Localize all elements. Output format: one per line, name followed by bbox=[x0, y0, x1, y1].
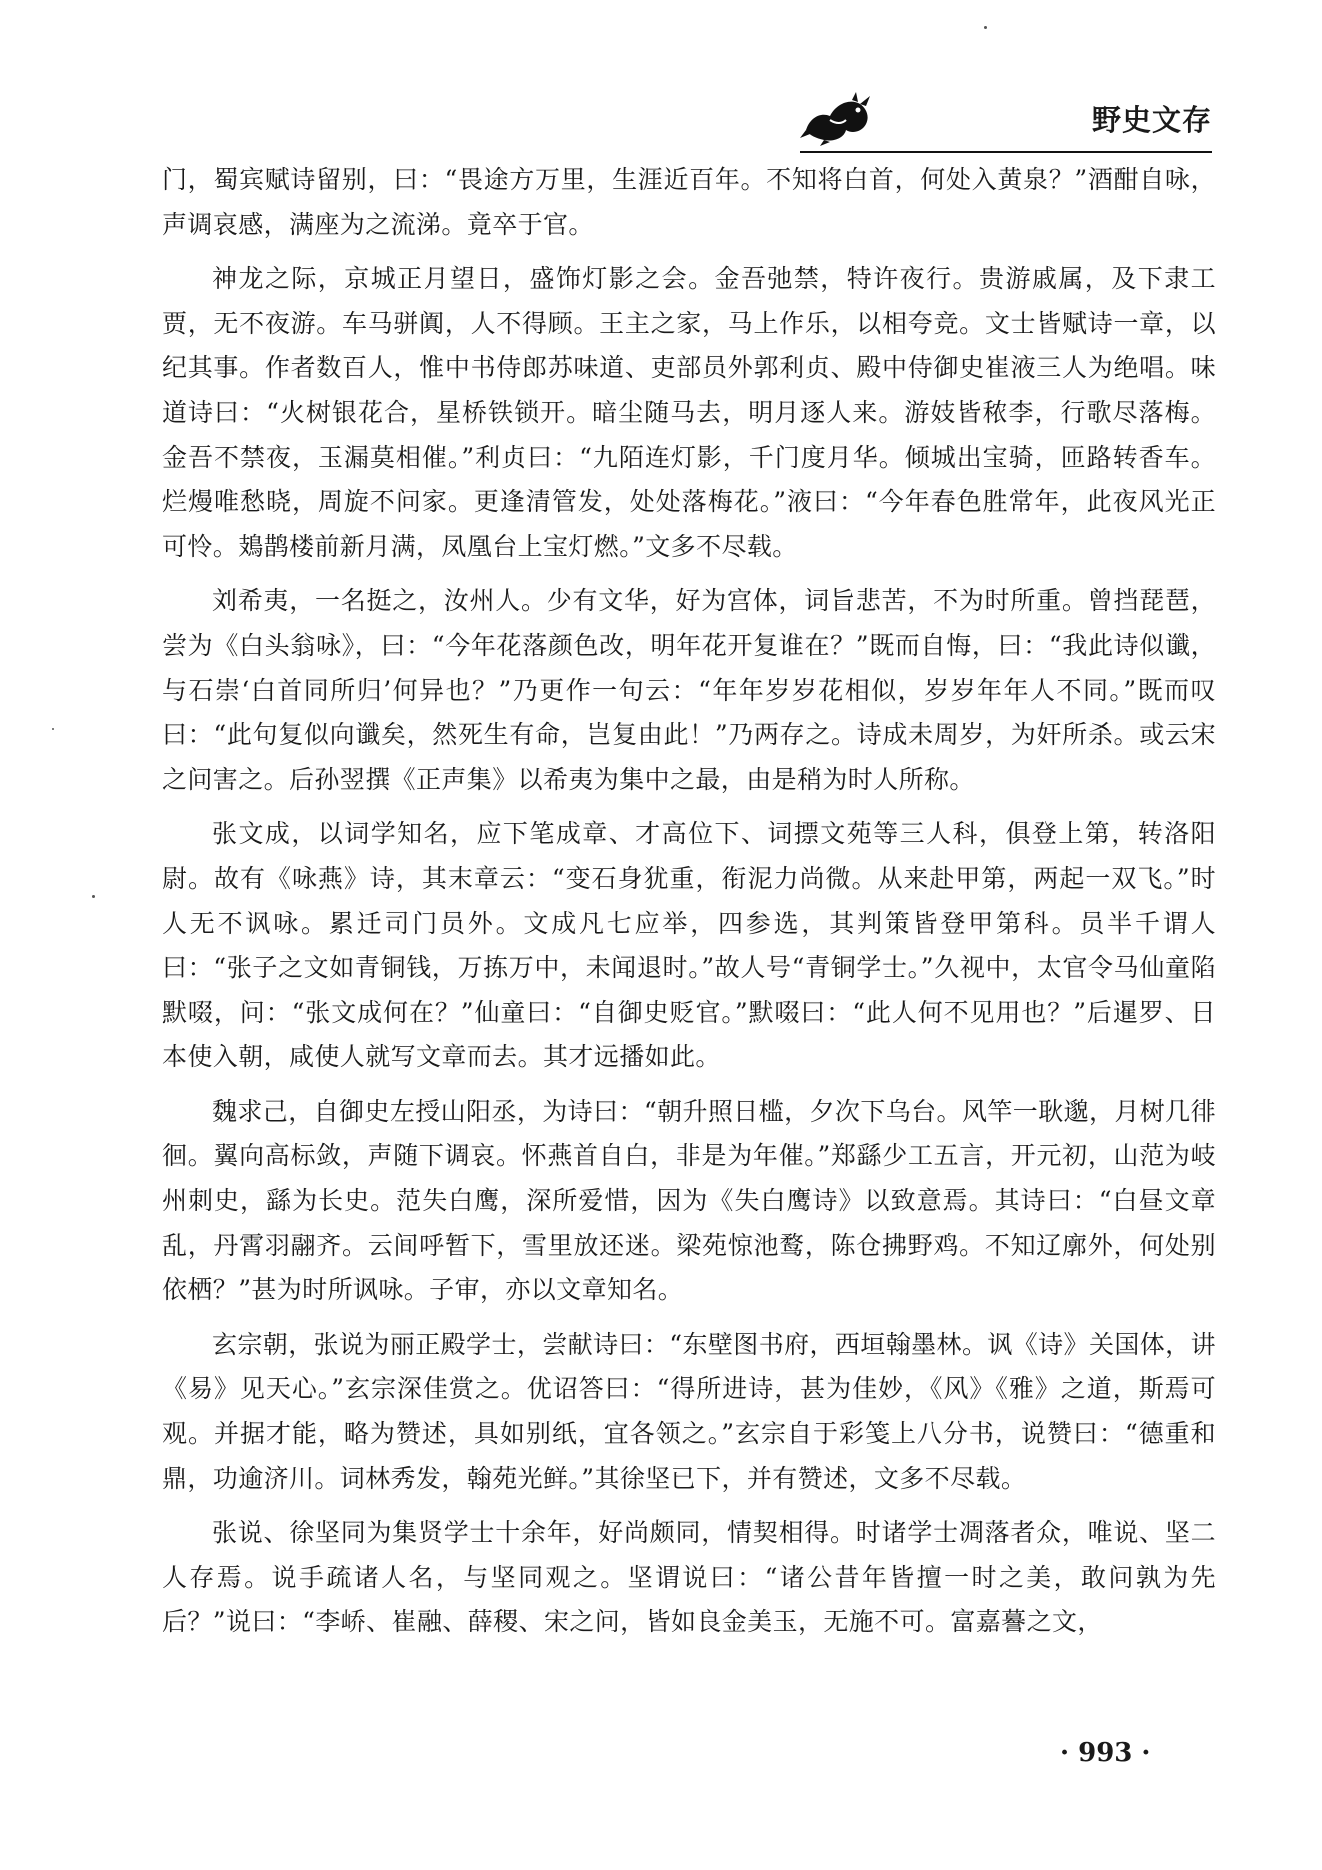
scan-speck bbox=[52, 728, 54, 730]
paragraph: 魏求己，自御史左授山阳丞，为诗曰：“朝升照日槛，夕次下乌台。风竿一耿邈，月树几徘徊。翼向高标敛，声随下调哀。怀燕首自白，非是为年催。”郑繇少工五言，开元初，山范为岐州刺史，繇为长史。范失白鹰，深所爱惜，因为《失白鹰诗》以致意焉。其诗曰：“白昼文章乱，丹霄羽翮齐。云间呼暂下，雪里放还迷。梁苑惊池鹜，陈仓拂野鸡。不知辽廓外，何处别依栖？”甚为时所讽咏。子审，亦以文章知名。 bbox=[162, 1096, 1216, 1305]
paragraph: 神龙之际，京城正月望日，盛饰灯影之会。金吾弛禁，特许夜行。贵游戚属，及下隶工贾，无不夜游。车马骈阗，人不得顾。王主之家，马上作乐，以相夸竞。文士皆赋诗一章，以纪其事。作者数百人，惟中书侍郎苏味道、吏部员外郭利贞、殿中侍御史崔液三人为绝唱。味道诗曰：“火树银花合，星桥铁锁开。暗尘随马去，明月逐人来。游妓皆秾李，行歌尽落梅。金吾不禁夜，玉漏莫相催。”利贞曰：“九陌连灯影，千门度月华。倾城出宝骑，匝路转香车。烂熳唯愁晓，周旋不问家。更逢清管发，处处落梅花。”液曰：“今年春色胜常年，此夜风光正可怜。鳷鹊楼前新月满，凤凰台上宝灯燃。”文多不尽载。 bbox=[162, 264, 1216, 561]
scan-speck bbox=[984, 26, 987, 29]
page-number: · 993 · bbox=[1060, 1738, 1151, 1768]
header-title: 野史文存 bbox=[1091, 103, 1212, 137]
paragraph: 门，蜀宾赋诗留别，曰：“畏途方万里，生涯近百年。不知将白首，何处入黄泉？”酒酣自咏，声调哀感，满座为之流涕。竟卒于官。 bbox=[162, 165, 1216, 239]
paragraph: 张文成，以词学知名，应下笔成章、才高位下、词摽文苑等三人科，俱登上第，转洛阳尉。故有《咏燕》诗，其末章云：“变石身犹重，衔泥力尚微。从来赴甲第，两起一双飞。”时人无不讽咏。累迁司门员外。文成凡七应举，四参选，其判策皆登甲第科。员半千谓人曰：“张子之文如青铜钱，万拣万中，未闻退时。”故人号“青铜学士。”久视中，太官令马仙童陷默啜，问：“张文成何在？”仙童曰：“自御史贬官。”默啜曰：“此人何不见用也？”后暹罗、日本使入朝，咸使人就写文章而去。其才远播如此。 bbox=[162, 819, 1216, 1072]
paragraph: 玄宗朝，张说为丽正殿学士，尝献诗曰：“东壁图书府，西垣翰墨林。讽《诗》关国体，讲《易》见天心。”玄宗深佳赏之。优诏答曰：“得所进诗，甚为佳妙，《风》《雅》之道，斯焉可观。并据才能，略为赞述，具如别纸，宜各领之。”玄宗自于彩笺上八分书，说赞曰：“德重和鼎，功逾济川。词林秀发，翰苑光鲜。”其徐坚已下，并有赞述，文多不尽载。 bbox=[162, 1329, 1216, 1493]
body-text bbox=[162, 158, 1216, 1645]
dragon-icon bbox=[800, 90, 874, 146]
running-header bbox=[800, 82, 1212, 154]
paragraph: 张说、徐坚同为集贤学士十余年，好尚颇同，情契相得。时诸学士凋落者众，唯说、坚二人存焉。说手疏诸人名，与坚同观之。坚谓说曰：“诸公昔年皆擅一时之美，敢问孰为先后？”说曰：“李峤、崔融、薛稷、宋之问，皆如良金美玉，无施不可。富嘉謩之文， bbox=[162, 1518, 1216, 1637]
scan-speck bbox=[92, 895, 95, 898]
header-rule bbox=[800, 151, 1212, 153]
paragraph: 刘希夷，一名挺之，汝州人。少有文华，好为宫体，词旨悲苦，不为时所重。曾挡琵琶，尝为《白头翁咏》，曰：“今年花落颜色改，明年花开复谁在？”既而自悔，曰：“我此诗似谶，与石崇‘白首同所归’何异也？”乃更作一句云：“年年岁岁花相似，岁岁年年人不同。”既而叹曰：“此句复似向谶矣，然死生有命，岂复由此！”乃两存之。诗成未周岁，为奸所杀。或云宋之问害之。后孙翌撰《正声集》以希夷为集中之最，由是稍为时人所称。 bbox=[162, 586, 1216, 794]
